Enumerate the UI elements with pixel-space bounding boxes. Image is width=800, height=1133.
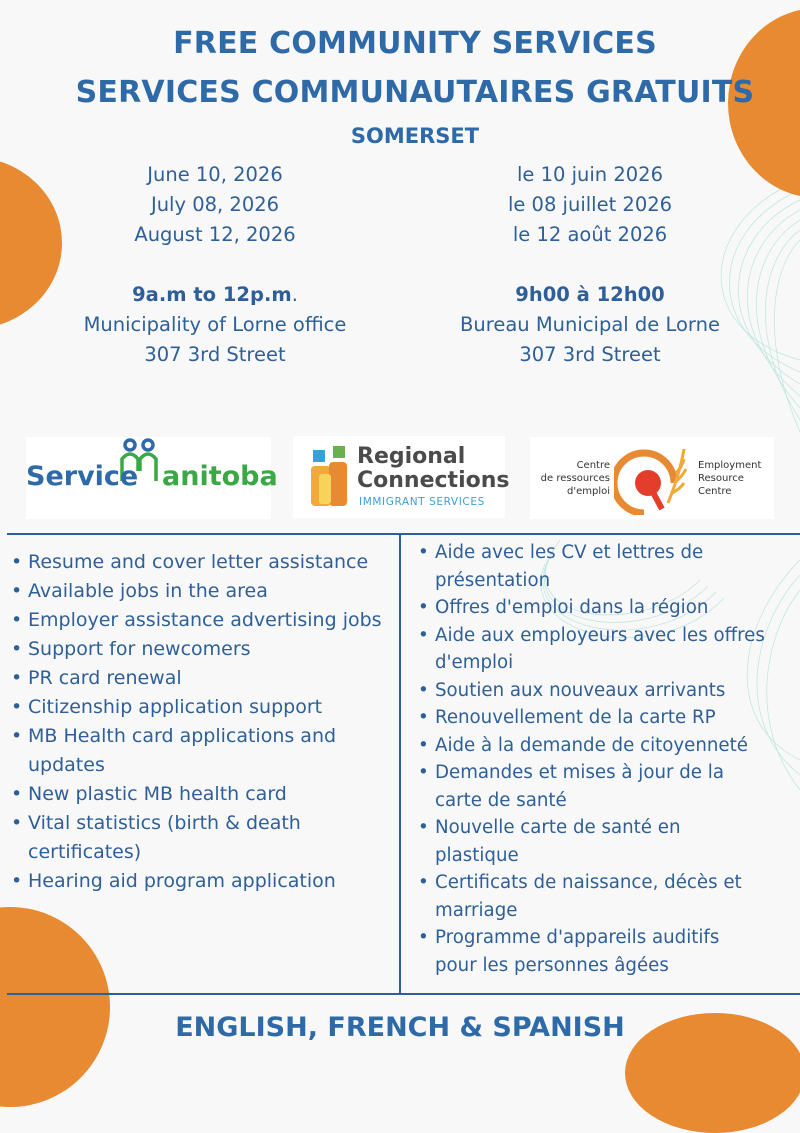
services-list-french bbox=[415, 539, 790, 979]
sun-wheat-icon bbox=[614, 443, 692, 515]
list-item: • Hearing aid program application bbox=[8, 867, 400, 896]
list-item: • Available jobs in the area bbox=[8, 577, 400, 606]
decorative-orange-circle-bottom-left bbox=[0, 907, 110, 1107]
hours-period: . bbox=[291, 283, 298, 306]
location-fr: Bureau Municipal de Lorne bbox=[460, 313, 720, 336]
hours: 9a.m to 12p.m bbox=[132, 283, 292, 306]
languages-footer: ENGLISH, FRENCH & SPANISH bbox=[175, 1012, 625, 1043]
date-2: July 08, 2026 bbox=[150, 193, 280, 216]
erc-en-line2: Resource bbox=[698, 473, 744, 484]
address: 307 3rd Street bbox=[144, 343, 286, 366]
divider-top bbox=[7, 533, 800, 535]
regional-connections-line2: Connections bbox=[357, 468, 510, 493]
list-item: • Employer assistance advertising jobs bbox=[8, 606, 400, 635]
title-english: FREE COMMUNITY SERVICES bbox=[173, 26, 657, 61]
list-item: • Demandes et mises à jour de la carte de santé bbox=[415, 759, 755, 814]
service-manitoba-logo bbox=[26, 437, 278, 519]
erc-fr-line1: Centre bbox=[576, 460, 610, 471]
list-item: • Support for newcomers bbox=[8, 635, 400, 664]
date-fr-2: le 08 juillet 2026 bbox=[507, 193, 673, 216]
list-item: • PR card renewal bbox=[8, 664, 400, 693]
list-item: • New plastic MB health card bbox=[8, 780, 400, 809]
list-item: • Resume and cover letter assistance bbox=[8, 548, 400, 577]
regional-connections-logo bbox=[293, 436, 510, 518]
list-item: • Aide aux employeurs avec les offres d'emploi bbox=[415, 622, 785, 677]
employment-resource-centre-logo bbox=[530, 437, 774, 519]
address-fr: 307 3rd Street bbox=[519, 343, 661, 366]
date-1: June 10, 2026 bbox=[147, 163, 283, 186]
hours-fr: 9h00 à 12h00 bbox=[515, 283, 665, 306]
list-item: • Citizenship application support bbox=[8, 693, 400, 722]
regional-connections-figures-icon bbox=[311, 446, 349, 508]
erc-fr-line3: d'emploi bbox=[566, 486, 610, 497]
list-item: • Vital statistics (birth & death certificates) bbox=[8, 809, 328, 867]
date-fr-1: le 10 juin 2026 bbox=[516, 163, 663, 186]
date-3: August 12, 2026 bbox=[134, 223, 296, 246]
date-fr-3: le 12 août 2026 bbox=[512, 223, 668, 246]
service-manitoba-text-service: Service bbox=[26, 461, 139, 492]
list-item: • Renouvellement de la carte RP bbox=[415, 704, 790, 732]
list-item: • Aide à la demande de citoyenneté bbox=[415, 732, 790, 760]
regional-connections-line1: Regional bbox=[357, 444, 466, 469]
list-item: • Programme d'appareils auditifs pour les personnes âgées bbox=[415, 924, 765, 979]
list-item: • MB Health card applications and updates bbox=[8, 722, 368, 780]
divider-bottom bbox=[7, 993, 800, 995]
list-item: • Nouvelle carte de santé en plastique bbox=[415, 814, 725, 869]
location: Municipality of Lorne office bbox=[83, 313, 347, 336]
town-name: SOMERSET bbox=[350, 124, 480, 148]
service-manitoba-text-manitoba: anitoba bbox=[162, 461, 278, 492]
schedule-english bbox=[40, 160, 390, 370]
regional-connections-line3: IMMIGRANT SERVICES bbox=[359, 496, 485, 508]
list-item: • Soutien aux nouveaux arrivants bbox=[415, 677, 790, 705]
list-item: • Certificats de naissance, décès et marriage bbox=[415, 869, 765, 924]
erc-en-line1: Employment bbox=[698, 460, 762, 471]
list-item: • Offres d'emploi dans la région bbox=[415, 594, 790, 622]
list-item: • Aide avec les CV et lettres de présentation bbox=[415, 539, 735, 594]
title-french: SERVICES COMMUNAUTAIRES GRATUITS bbox=[75, 75, 755, 110]
schedule-french bbox=[415, 160, 765, 370]
erc-fr-line2: de ressources bbox=[540, 473, 610, 484]
erc-en-line3: Centre bbox=[698, 486, 732, 497]
services-list-english bbox=[8, 548, 400, 896]
